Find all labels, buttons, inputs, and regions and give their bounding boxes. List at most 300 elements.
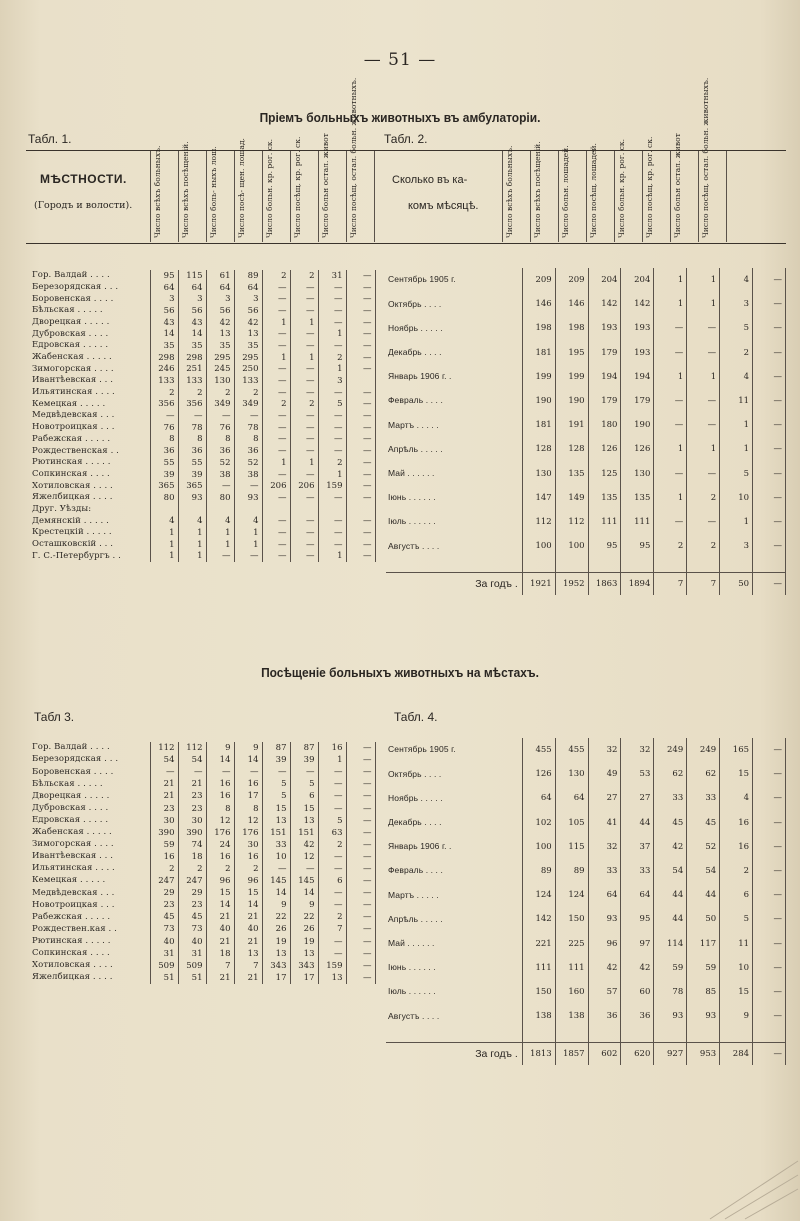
cell-value: 1 xyxy=(654,437,687,461)
table-row xyxy=(386,462,786,486)
cell-value: — xyxy=(290,515,318,527)
cell-value: 38 xyxy=(234,469,262,481)
cell-value: 15 xyxy=(720,762,753,786)
cell-value: 176 xyxy=(206,827,234,839)
cell-value: 51 xyxy=(150,972,178,984)
cell-value: 33 xyxy=(262,839,290,851)
cell-value: — xyxy=(346,410,375,422)
page-number: — 51 — xyxy=(363,50,437,70)
cell-value: — xyxy=(346,445,375,457)
cell-value: — xyxy=(318,766,346,778)
cell-value: 194 xyxy=(588,365,621,389)
cell-value: — xyxy=(262,375,290,387)
table-row xyxy=(386,738,786,762)
row-label: Осташковскій . . . xyxy=(32,539,114,549)
table-row xyxy=(30,328,375,340)
cell-value: 62 xyxy=(687,762,720,786)
cell-value: 9 xyxy=(234,742,262,754)
column-header: Число больн. лошадей. xyxy=(561,145,570,238)
cell-value: 130 xyxy=(522,462,555,486)
cell-value: 32 xyxy=(621,738,654,762)
cell-value: — xyxy=(753,292,786,316)
cell-value: 14 xyxy=(262,887,290,899)
cell-value: 32 xyxy=(588,738,621,762)
total-value: 1813 xyxy=(522,1043,555,1066)
table-row xyxy=(386,811,786,835)
cell-value: 112 xyxy=(555,510,588,534)
cell-value: 2 xyxy=(206,387,234,399)
cell-value: 1 xyxy=(178,539,206,551)
cell-value: — xyxy=(290,469,318,481)
cell-value: 44 xyxy=(687,883,720,907)
cell-value xyxy=(346,375,375,387)
table-row xyxy=(30,551,375,563)
cell-value: — xyxy=(346,293,375,305)
cell-value: 128 xyxy=(555,437,588,461)
cell-value: 8 xyxy=(150,434,178,446)
cell-value: — xyxy=(206,551,234,563)
cell-value: 23 xyxy=(150,899,178,911)
cell-value: 14 xyxy=(290,887,318,899)
row-label: Березорядская . . . xyxy=(32,754,119,765)
tab2-header-title2: комъ мѣсяцѣ. xyxy=(408,200,479,212)
cell-value: 3 xyxy=(234,293,262,305)
cell-value: — xyxy=(318,422,346,434)
cell-value: 96 xyxy=(234,875,262,887)
cell-value: 24 xyxy=(206,839,234,851)
cell-value: 124 xyxy=(522,883,555,907)
cell-value: 42 xyxy=(234,317,262,329)
cell-value: 2 xyxy=(318,839,346,851)
cell-value: 2 xyxy=(234,387,262,399)
cell-value: — xyxy=(753,462,786,486)
cell-value: 35 xyxy=(150,340,178,352)
cell-value: 2 xyxy=(318,457,346,469)
cell-value: 76 xyxy=(206,422,234,434)
table-row xyxy=(30,422,375,434)
cell-value: 5 xyxy=(262,778,290,790)
cell-value: — xyxy=(290,551,318,563)
row-label: Хотиловская . . . . xyxy=(32,480,113,491)
cell-value: — xyxy=(318,317,346,329)
column-header: Число посѣщ. кр. рог. ск. xyxy=(645,136,654,238)
cell-value: 509 xyxy=(150,960,178,972)
cell-value: 21 xyxy=(178,778,206,790)
total-value: 620 xyxy=(621,1043,654,1066)
cell-value: — xyxy=(318,539,346,551)
header-divider xyxy=(558,151,559,242)
cell-value: — xyxy=(290,375,318,387)
cell-value: 3 xyxy=(150,293,178,305)
cell-value: 14 xyxy=(150,328,178,340)
total-value: 602 xyxy=(588,1043,621,1066)
cell-value: — xyxy=(346,790,375,802)
cell-value: 23 xyxy=(178,899,206,911)
cell-value: — xyxy=(654,462,687,486)
cell-value: 4 xyxy=(720,365,753,389)
cell-value: 111 xyxy=(555,956,588,980)
cell-value: — xyxy=(262,328,290,340)
cell-value: 100 xyxy=(522,835,555,859)
cell-value: 42 xyxy=(206,317,234,329)
cell-value: 1 xyxy=(720,413,753,437)
cell-value: 12 xyxy=(206,815,234,827)
cell-value: — xyxy=(290,410,318,422)
cell-value: — xyxy=(262,863,290,875)
cell-value: 23 xyxy=(178,802,206,814)
cell-value: 22 xyxy=(262,911,290,923)
cell-value: 133 xyxy=(150,375,178,387)
cell-value: 130 xyxy=(555,762,588,786)
cell-value: 54 xyxy=(654,859,687,883)
cell-value: — xyxy=(346,282,375,294)
cell-value: 126 xyxy=(621,437,654,461)
cell-value: 1 xyxy=(318,551,346,563)
cell-value: — xyxy=(318,387,346,399)
cell-value: — xyxy=(318,863,346,875)
column-header: Число больн остал. живот xyxy=(673,133,682,238)
cell-value: 245 xyxy=(206,364,234,376)
table-row xyxy=(30,504,375,516)
cell-value: — xyxy=(753,268,786,292)
cell-value: 4 xyxy=(206,515,234,527)
cell-value: 42 xyxy=(588,956,621,980)
cell-value: 43 xyxy=(178,317,206,329)
cell-value: 87 xyxy=(290,742,318,754)
total-value: 1863 xyxy=(588,573,621,596)
row-label: Августъ . . . . xyxy=(388,1010,440,1021)
row-label: Май . . . . . . xyxy=(388,937,435,948)
cell-value: 59 xyxy=(150,839,178,851)
cell-value: 35 xyxy=(206,340,234,352)
row-label: Дубровская . . . . xyxy=(32,328,109,339)
row-label: Рютинская . . . . . xyxy=(32,935,111,946)
table-row xyxy=(386,859,786,883)
cell-value: 250 xyxy=(234,364,262,376)
cell-value: 198 xyxy=(522,316,555,340)
cell-value: 125 xyxy=(588,462,621,486)
cell-value: 133 xyxy=(178,375,206,387)
cell-value: 21 xyxy=(206,911,234,923)
cell-value: — xyxy=(346,875,375,887)
table-row xyxy=(386,883,786,907)
cell-value: — xyxy=(346,399,375,411)
row-label: Сентябрь 1905 г. xyxy=(388,274,456,285)
table-row xyxy=(30,875,375,887)
cell-value: — xyxy=(262,539,290,551)
cell-value: 7 xyxy=(318,923,346,935)
row-label: Дворецкая . . . . . xyxy=(32,790,110,801)
cell-value: — xyxy=(753,907,786,931)
cell-value: 1 xyxy=(290,317,318,329)
cell-value: 32 xyxy=(588,835,621,859)
cell-value: 4 xyxy=(720,786,753,810)
cell-value: 249 xyxy=(687,738,720,762)
cell-value: 54 xyxy=(687,859,720,883)
cell-value: 52 xyxy=(206,457,234,469)
cell-value: 12 xyxy=(234,815,262,827)
cell-value: — xyxy=(687,510,720,534)
cell-value: — xyxy=(654,341,687,365)
cell-value: 130 xyxy=(206,375,234,387)
table-row xyxy=(30,790,375,802)
cell-value: 356 xyxy=(150,399,178,411)
cell-value: 2 xyxy=(150,863,178,875)
cell-value: 199 xyxy=(522,365,555,389)
cell-value: — xyxy=(178,410,206,422)
cell-value: 150 xyxy=(555,907,588,931)
row-label: Новотроицкая . . . xyxy=(32,422,115,433)
cell-value: 193 xyxy=(621,316,654,340)
cell-value: 111 xyxy=(588,510,621,534)
cell-value: 54 xyxy=(178,754,206,766)
cell-value: 135 xyxy=(555,462,588,486)
cell-value: — xyxy=(318,340,346,352)
row-label: Іюль . . . . . . xyxy=(388,516,436,527)
cell-value: 21 xyxy=(206,936,234,948)
cell-value: 138 xyxy=(555,1004,588,1028)
header-divider xyxy=(374,151,375,242)
cell-value: 9 xyxy=(262,899,290,911)
cell-value: 111 xyxy=(522,956,555,980)
cell-value: — xyxy=(150,410,178,422)
row-label: Друг. Уѣзды: xyxy=(32,503,92,514)
row-label: Медвѣдевская . . . xyxy=(32,887,115,898)
tab1-table xyxy=(30,270,376,562)
cell-value: 1 xyxy=(318,469,346,481)
cell-value: 42 xyxy=(290,839,318,851)
cell-value: — xyxy=(654,510,687,534)
column-header: Число посѣщ. остал. больн. животныхъ. xyxy=(349,77,358,238)
cell-value: 100 xyxy=(522,534,555,558)
cell-value: — xyxy=(150,766,178,778)
table-row xyxy=(30,305,375,317)
cell-value: 13 xyxy=(290,948,318,960)
cell-value: — xyxy=(346,887,375,899)
total-value: 1894 xyxy=(621,573,654,596)
cell-value: 191 xyxy=(555,413,588,437)
cell-value xyxy=(290,504,318,516)
table-row xyxy=(30,815,375,827)
cell-value: — xyxy=(687,341,720,365)
cell-value: 190 xyxy=(522,389,555,413)
cell-value: 126 xyxy=(522,762,555,786)
cell-value: 45 xyxy=(178,911,206,923)
cell-value: — xyxy=(654,316,687,340)
cell-value: — xyxy=(687,413,720,437)
cell-value: 39 xyxy=(262,754,290,766)
cell-value: 112 xyxy=(178,742,206,754)
cell-value: 42 xyxy=(621,956,654,980)
cell-value: 27 xyxy=(621,786,654,810)
row-label: Гор. Валдай . . . . xyxy=(32,742,110,753)
cell-value: 56 xyxy=(178,305,206,317)
cell-value: 135 xyxy=(588,486,621,510)
table-row xyxy=(386,907,786,931)
table-row xyxy=(386,786,786,810)
cell-value xyxy=(318,504,346,516)
column-header: Число боль- ныхъ лош. xyxy=(209,146,218,238)
cell-value: — xyxy=(290,305,318,317)
total-row xyxy=(386,1043,786,1066)
cell-value: 64 xyxy=(555,786,588,810)
cell-value: 390 xyxy=(178,827,206,839)
table-row xyxy=(30,445,375,457)
cell-value: — xyxy=(753,762,786,786)
cell-value: 190 xyxy=(555,389,588,413)
cell-value: 87 xyxy=(262,742,290,754)
cell-value: 181 xyxy=(522,413,555,437)
cell-value: 8 xyxy=(234,434,262,446)
cell-value: — xyxy=(753,811,786,835)
row-label: Едровская . . . . . xyxy=(32,340,109,351)
cell-value: 13 xyxy=(234,948,262,960)
cell-value: 117 xyxy=(687,932,720,956)
cell-value: 4 xyxy=(150,515,178,527)
cell-value: 29 xyxy=(178,887,206,899)
cell-value: — xyxy=(753,859,786,883)
cell-value: 14 xyxy=(234,899,262,911)
cell-value: 80 xyxy=(206,492,234,504)
cell-value: 3 xyxy=(318,375,346,387)
row-label: Ноябрь . . . . . xyxy=(388,322,443,333)
cell-value: 36 xyxy=(621,1004,654,1028)
cell-value: 10 xyxy=(262,851,290,863)
total-value: 284 xyxy=(720,1043,753,1066)
cell-value: 96 xyxy=(588,932,621,956)
cell-value: 8 xyxy=(234,802,262,814)
table-row xyxy=(30,282,375,294)
table-row xyxy=(30,972,375,984)
cell-value: 21 xyxy=(234,911,262,923)
cell-value xyxy=(206,504,234,516)
cell-value: 95 xyxy=(621,907,654,931)
table-row xyxy=(30,270,375,282)
header-divider xyxy=(290,151,291,242)
cell-value: — xyxy=(346,340,375,352)
cell-value: 111 xyxy=(621,510,654,534)
cell-value: — xyxy=(234,551,262,563)
cell-value: 193 xyxy=(621,341,654,365)
cell-value: — xyxy=(346,434,375,446)
cell-value: 1 xyxy=(687,292,720,316)
cell-value: — xyxy=(753,786,786,810)
cell-value: — xyxy=(753,1004,786,1028)
row-label: Зимогорская . . . . xyxy=(32,363,114,374)
cell-value: 246 xyxy=(150,364,178,376)
cell-value: — xyxy=(654,413,687,437)
cell-value: — xyxy=(262,340,290,352)
cell-value: 33 xyxy=(687,786,720,810)
cell-value: 16 xyxy=(206,778,234,790)
cell-value: 40 xyxy=(206,923,234,935)
cell-value: — xyxy=(262,305,290,317)
cell-value: 1 xyxy=(234,539,262,551)
cell-value: — xyxy=(346,469,375,481)
row-label: Едровская . . . . . xyxy=(32,814,109,825)
cell-value: 3 xyxy=(720,534,753,558)
total-value: 953 xyxy=(687,1043,720,1066)
table-row xyxy=(30,839,375,851)
table-row xyxy=(30,948,375,960)
cell-value: — xyxy=(262,364,290,376)
total-value: 1921 xyxy=(522,573,555,596)
cell-value: 295 xyxy=(206,352,234,364)
cell-value: — xyxy=(346,802,375,814)
cell-value: 199 xyxy=(555,365,588,389)
cell-value: — xyxy=(290,282,318,294)
cell-value: — xyxy=(753,835,786,859)
row-label: Декабрь . . . . xyxy=(388,817,442,827)
row-label: Рождественская . . xyxy=(32,445,119,456)
cell-value: 193 xyxy=(588,316,621,340)
row-label: Сопкинская . . . . xyxy=(32,468,110,479)
cell-value: 180 xyxy=(588,413,621,437)
cell-value: — xyxy=(687,462,720,486)
cell-value: 78 xyxy=(234,422,262,434)
cell-value: — xyxy=(318,887,346,899)
cell-value: 17 xyxy=(290,972,318,984)
cell-value: 115 xyxy=(555,835,588,859)
cell-value: 298 xyxy=(150,352,178,364)
header-divider xyxy=(586,151,587,242)
header-divider xyxy=(698,151,699,242)
cell-value xyxy=(234,504,262,516)
cell-value: 1 xyxy=(290,457,318,469)
cell-value: 16 xyxy=(720,835,753,859)
cell-value: 12 xyxy=(290,851,318,863)
table-row xyxy=(30,887,375,899)
cell-value: — xyxy=(346,778,375,790)
tab1-header-title: МѢСТНОСТИ. xyxy=(40,172,127,186)
cell-value: 59 xyxy=(687,956,720,980)
cell-value: 36 xyxy=(150,445,178,457)
cell-value: — xyxy=(346,911,375,923)
row-label: Сентябрь 1905 г. xyxy=(388,744,456,755)
cell-value: 5 xyxy=(720,316,753,340)
tab3-table xyxy=(30,742,376,984)
cell-value: 39 xyxy=(178,469,206,481)
cell-value: 55 xyxy=(178,457,206,469)
header-divider xyxy=(346,151,347,242)
cell-value: 62 xyxy=(654,762,687,786)
cell-value: 52 xyxy=(234,457,262,469)
cell-value: — xyxy=(346,754,375,766)
cell-value: 16 xyxy=(150,851,178,863)
table-row xyxy=(386,316,786,340)
table-row xyxy=(386,932,786,956)
cell-value: — xyxy=(346,328,375,340)
cell-value: — xyxy=(346,766,375,778)
cell-value: 2 xyxy=(150,387,178,399)
cell-value: 26 xyxy=(262,923,290,935)
cell-value: — xyxy=(206,766,234,778)
cell-value: 16 xyxy=(720,811,753,835)
cell-value: 36 xyxy=(234,445,262,457)
cell-value: — xyxy=(290,293,318,305)
table-row xyxy=(30,492,375,504)
cell-value: 21 xyxy=(150,778,178,790)
cell-value: — xyxy=(346,899,375,911)
cell-value: — xyxy=(318,434,346,446)
table-row xyxy=(386,413,786,437)
cell-value: 36 xyxy=(588,1004,621,1028)
total-value: 50 xyxy=(720,573,753,596)
column-header: Число всѣхъ посѣщеній. xyxy=(533,141,542,238)
cell-value: 22 xyxy=(290,911,318,923)
section-title-top: Пріемъ больныхъ животныхъ въ амбулаторіи. xyxy=(259,110,541,125)
cell-value: — xyxy=(753,510,786,534)
